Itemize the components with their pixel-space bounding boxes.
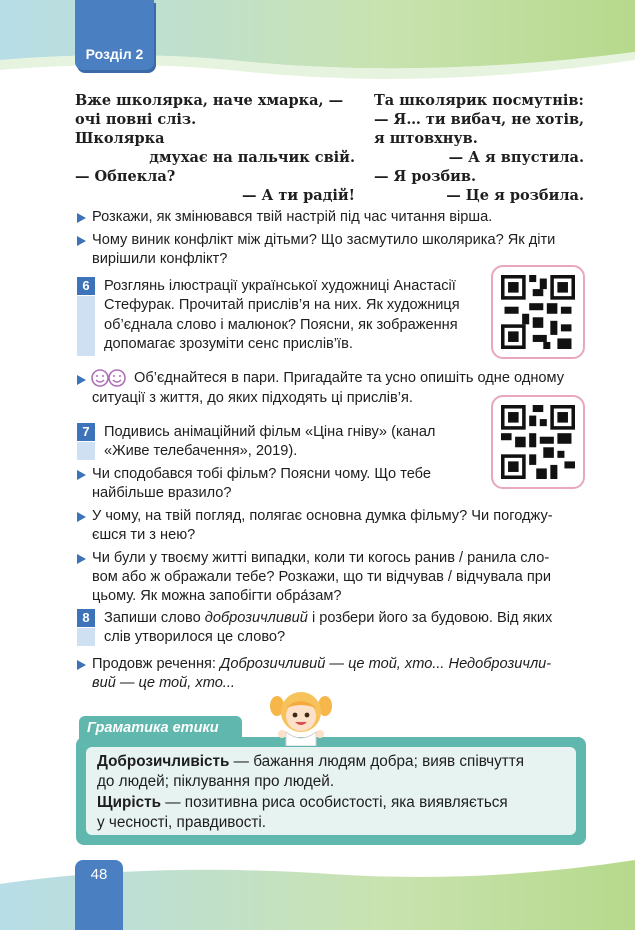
bullet-icon — [77, 660, 86, 670]
continue-prefix: Продовж речення: — [92, 656, 221, 672]
question-text: цьому. Як можна запобігти обра́зам? — [92, 588, 342, 604]
task-text: допомагає зрозуміти сенс прислів’їв. — [104, 336, 353, 352]
task-keyword: доброзичливий — [204, 610, 308, 626]
grammar-title: Граматика етики — [87, 720, 219, 736]
definition-body: — позитивна риса особистості, яка виявляється — [161, 794, 508, 811]
bullet-icon — [77, 236, 86, 246]
poem-right-column — [374, 91, 584, 205]
definition-body: — бажання людям добра; вияв співчуття — [229, 753, 525, 770]
task-number-badge: 7 — [77, 423, 95, 441]
poem-line: — Обпекла? — [75, 168, 176, 185]
task-text: Розглянь ілюстрації української художниці Анастасії — [104, 278, 456, 294]
question-text: Чому виник конфлікт між дітьми? Що засмутило школярика? Як діти — [92, 232, 556, 248]
poem-line: Школярка — [75, 130, 165, 147]
pair-work-text: ситуації з життя, до яких підходять ці прислів’я. — [92, 390, 413, 406]
bullet-icon — [77, 554, 86, 564]
task-text: «Живе телебачення», 2019). — [104, 443, 298, 459]
task-number-badge: 8 — [77, 609, 95, 627]
poem-line: — А я впустила. — [448, 149, 584, 166]
section-tab — [75, 0, 154, 70]
question-text: Розкажи, як змінювався твій настрій під час читання вірша. — [92, 209, 493, 225]
definition-text: у чесності, правдивості. — [97, 814, 267, 831]
task-text — [104, 609, 594, 629]
task-side-bar — [77, 442, 95, 460]
bullet-icon — [77, 512, 86, 522]
continue-italic: Доброзичливий — це той, хто... Недоброзичли- — [220, 656, 552, 672]
task-text: Подивись анімаційний фільм «Ціна гніву» (канал — [104, 424, 436, 440]
page-number-tab — [75, 860, 123, 930]
question-text: Чи були у твоєму житті випадки, коли ти когось ранив / ранила сло- — [92, 550, 550, 566]
poem-left-column — [75, 91, 355, 205]
bullet-icon — [77, 375, 86, 385]
section-label: Розділ 2 — [85, 46, 144, 62]
poem-line: — А ти радій! — [241, 187, 355, 204]
definition-term: Доброзичливість — [97, 753, 230, 770]
task-number-badge: 6 — [77, 277, 95, 295]
poem-line: — Я… ти вибач, не хотів, — [374, 111, 585, 128]
qr-code-icon — [501, 275, 575, 349]
poem-line: Вже школярка, наче хмарка, — — [75, 92, 344, 109]
question-text: Чи сподобався тобі фільм? Поясни чому. Що тебе — [92, 466, 431, 482]
poem-line: я штовхнув. — [374, 130, 478, 147]
page-number: 48 — [90, 866, 108, 883]
question-text: найбільше вразило? — [92, 485, 232, 501]
pair-work-icon — [90, 368, 128, 388]
poem-line: — Це я розбила. — [446, 187, 584, 204]
definition-term: Щирість — [97, 794, 161, 811]
task-text-part: і розбери його за будовою. Від яких — [307, 610, 553, 626]
girl-illustration — [268, 688, 334, 746]
poem-line: — Я розбив. — [374, 168, 476, 185]
task-text: Стефурак. Прочитай прислів’я на них. Як художниця — [104, 297, 460, 313]
task-side-bar — [77, 628, 95, 646]
question-text: єшся ти з нею? — [92, 527, 196, 543]
continue-sentence-text — [92, 655, 592, 675]
grammar-tab — [79, 716, 242, 742]
definition-text — [97, 793, 567, 814]
poem-line: очі повні сліз. — [75, 111, 197, 128]
task-side-bar — [77, 296, 95, 356]
bullet-icon — [77, 470, 86, 480]
question-text: вирішили конфлікт? — [92, 251, 228, 267]
poem-line: Та школярик посмутнів: — [374, 92, 584, 109]
definition-text — [97, 752, 567, 773]
pair-work-text: Об’єднайтеся в пари. Пригадайте та усно опишіть одне одному — [134, 370, 565, 386]
task-text: слів утворилося це слово? — [104, 629, 286, 645]
bullet-icon — [77, 213, 86, 223]
continue-italic: вий — це той, хто... — [92, 675, 235, 691]
question-text: вом або ж ображали тебе? Розкажи, що ти відчував / відчувала при — [92, 569, 552, 585]
qr-code[interactable] — [491, 265, 585, 359]
qr-code[interactable] — [491, 395, 585, 489]
task-text: об’єднала слово і малюнок? Поясни, як зображення — [104, 317, 458, 333]
question-text: У чому, на твій погляд, полягає основна думка фільму? Чи погоджу- — [92, 508, 553, 524]
continue-sentence-text — [92, 674, 587, 694]
qr-code-icon — [501, 405, 575, 479]
definition-text: до людей; піклування про людей. — [97, 773, 335, 790]
poem-line: дмухає на пальчик свій. — [149, 149, 355, 166]
task-text-part: Запиши слово — [104, 610, 205, 626]
